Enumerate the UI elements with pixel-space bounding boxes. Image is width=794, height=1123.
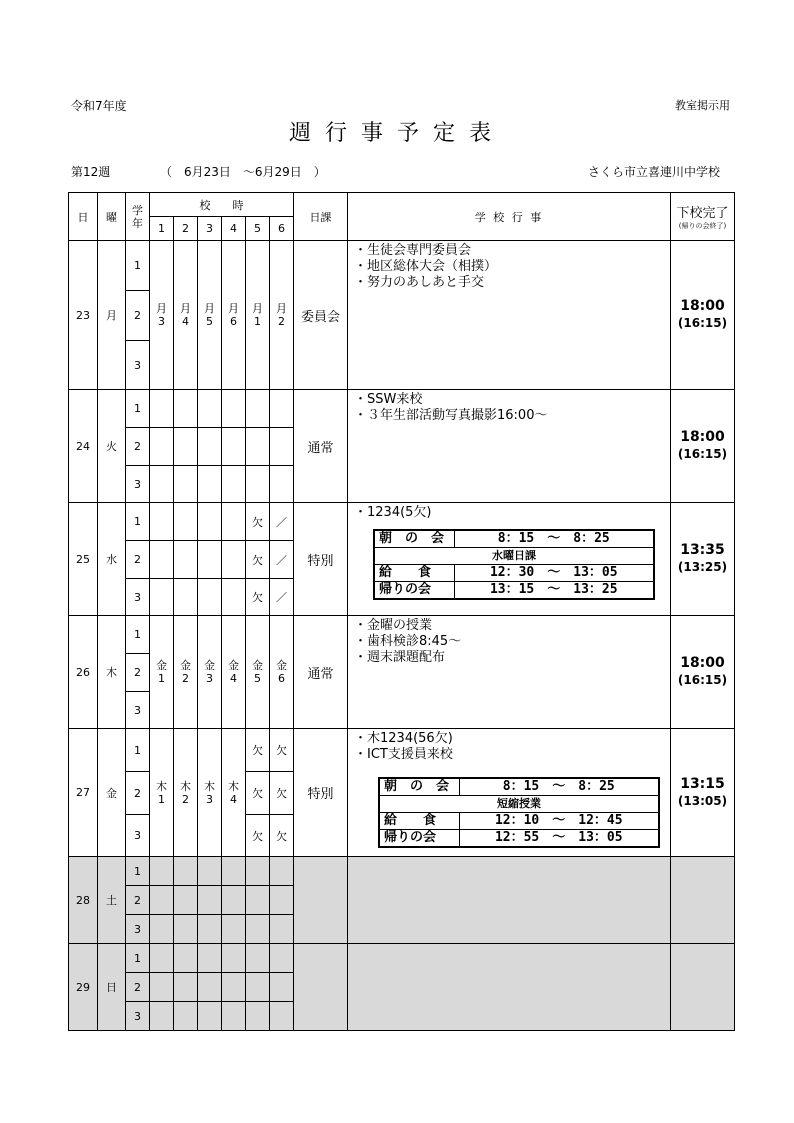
event-item: ・３年生部活動写真撮影16:00～	[354, 408, 548, 423]
schedule-type: 委員会	[294, 241, 348, 390]
event-item: ・週末課題配布	[354, 650, 446, 665]
events-cell	[348, 503, 671, 616]
grade-cell: 2	[126, 654, 150, 692]
period-cell: ／	[270, 503, 294, 541]
grade-cell: 1	[126, 857, 150, 886]
grade-cell: 1	[126, 503, 150, 541]
grade-cell: 3	[126, 466, 150, 503]
time-schedule-box	[373, 529, 655, 600]
fiscal-year: 令和7年度	[71, 99, 127, 113]
period-cell: ／	[270, 579, 294, 616]
grade-cell: 1	[126, 729, 150, 772]
period-cell: 月3	[150, 241, 174, 390]
period-cell: 木3	[198, 729, 222, 857]
week-number: 第12週	[71, 165, 111, 179]
box-time: 13：15 ～ 13：25	[454, 582, 654, 600]
event-item: ・1234(5欠)	[354, 505, 432, 520]
box-label: 給 食	[374, 565, 454, 582]
box-time: 12：30 ～ 13：05	[454, 565, 654, 582]
box-time: 8：15 ～ 8：25	[454, 530, 654, 548]
grade-cell: 3	[126, 815, 150, 857]
grade-cell: 1	[126, 616, 150, 654]
period-cell: 欠	[246, 729, 270, 772]
box-label: 朝 の 会	[374, 530, 454, 548]
day-number: 25	[69, 503, 98, 616]
grade-cell: 1	[126, 944, 150, 973]
grade-cell: 3	[126, 341, 150, 390]
period-cell: 月4	[174, 241, 198, 390]
school-name: さくら市立喜連川中学校	[587, 165, 720, 179]
schedule-type: 通常	[294, 390, 348, 503]
period-header: 6	[270, 217, 294, 241]
box-time: 12：55 ～ 13：05	[459, 830, 659, 848]
weekday: 水	[98, 503, 126, 616]
period-cell: 金6	[270, 616, 294, 729]
weekday: 金	[98, 729, 126, 857]
schedule-type: 特別	[294, 729, 348, 857]
box-time: 8：15 ～ 8：25	[459, 778, 659, 796]
weekly-schedule-table	[68, 192, 735, 1031]
period-cell: 月5	[198, 241, 222, 390]
box-label: 給 食	[379, 813, 459, 830]
event-item: ・地区総体大会（相撲）	[354, 259, 498, 274]
grade-cell: 3	[126, 692, 150, 729]
period-cell: 木4	[222, 729, 246, 857]
header-weekday: 曜	[98, 193, 126, 241]
period-header: 1	[150, 217, 174, 241]
header-events: 学 校 行 事	[348, 193, 671, 241]
header-schedule: 日課	[294, 193, 348, 241]
day-number: 29	[69, 944, 98, 1031]
period-cell: 欠	[246, 541, 270, 579]
box-label: 帰りの会	[379, 830, 459, 848]
grade-cell: 2	[126, 428, 150, 466]
period-cell: 金2	[174, 616, 198, 729]
grade-cell: 2	[126, 541, 150, 579]
header-dismissal: 下校完了 (帰りの会終了)	[671, 193, 735, 241]
period-header: 2	[174, 217, 198, 241]
grade-cell: 3	[126, 579, 150, 616]
dismissal-time: 13:35 (13:25)	[671, 503, 735, 616]
period-cell: 月2	[270, 241, 294, 390]
grade-cell: 2	[126, 973, 150, 1002]
day-number: 24	[69, 390, 98, 503]
events-cell	[348, 616, 671, 729]
period-cell: 金5	[246, 616, 270, 729]
grade-cell: 3	[126, 915, 150, 944]
weekday: 月	[98, 241, 126, 390]
weekday: 土	[98, 857, 126, 944]
events-cell	[348, 241, 671, 390]
period-cell: 欠	[246, 815, 270, 857]
period-cell: 金4	[222, 616, 246, 729]
dismissal-time: 13:15 (13:05)	[671, 729, 735, 857]
events-cell	[348, 390, 671, 503]
day-number: 26	[69, 616, 98, 729]
period-cell: 金3	[198, 616, 222, 729]
event-item: ・努力のあしあと手交	[354, 275, 485, 290]
box-time: 12：10 ～ 12：45	[459, 813, 659, 830]
grade-cell: 2	[126, 772, 150, 815]
event-item: ・ICT支援員来校	[354, 747, 453, 762]
grade-cell: 1	[126, 390, 150, 428]
time-schedule-box	[378, 777, 660, 848]
day-number: 28	[69, 857, 98, 944]
weekday: 木	[98, 616, 126, 729]
period-cell: ／	[270, 541, 294, 579]
period-cell: 欠	[246, 772, 270, 815]
header-grade: 学年	[126, 193, 150, 241]
period-cell: 欠	[246, 503, 270, 541]
grade-cell: 2	[126, 886, 150, 915]
box-schedule-name: 水曜日課	[374, 548, 654, 565]
period-cell: 木1	[150, 729, 174, 857]
dismissal-time: 18:00 (16:15)	[671, 241, 735, 390]
period-header: 4	[222, 217, 246, 241]
dismissal-time: 18:00 (16:15)	[671, 616, 735, 729]
events-cell	[348, 729, 671, 857]
event-item: ・SSW来校	[354, 392, 423, 407]
dismissal-time: 18:00 (16:15)	[671, 390, 735, 503]
event-item: ・金曜の授業	[354, 618, 433, 633]
page-title: 週行事予定表	[288, 121, 505, 146]
day-number: 27	[69, 729, 98, 857]
posting-note: 教室掲示用	[675, 99, 730, 112]
period-header: 3	[198, 217, 222, 241]
period-cell: 金1	[150, 616, 174, 729]
schedule-type: 通常	[294, 616, 348, 729]
period-cell: 欠	[270, 815, 294, 857]
box-schedule-name: 短縮授業	[379, 796, 659, 813]
header-periods: 校 時	[150, 193, 294, 217]
header-day: 日	[69, 193, 98, 241]
period-cell: 欠	[246, 579, 270, 616]
period-cell: 木2	[174, 729, 198, 857]
weekday: 火	[98, 390, 126, 503]
day-number: 23	[69, 241, 98, 390]
grade-cell: 2	[126, 291, 150, 341]
period-cell: 欠	[270, 772, 294, 815]
date-range: （ 6月23日 ～6月29日 ）	[160, 165, 326, 179]
weekday: 日	[98, 944, 126, 1031]
box-label: 朝 の 会	[379, 778, 459, 796]
event-item: ・木1234(56欠)	[354, 731, 453, 746]
grade-cell: 3	[126, 1002, 150, 1031]
schedule-type: 特別	[294, 503, 348, 616]
box-label: 帰りの会	[374, 582, 454, 600]
period-cell: 月6	[222, 241, 246, 390]
grade-cell: 1	[126, 241, 150, 291]
period-cell: 月1	[246, 241, 270, 390]
period-cell: 欠	[270, 729, 294, 772]
period-header: 5	[246, 217, 270, 241]
event-item: ・歯科検診8:45～	[354, 634, 462, 649]
event-item: ・生徒会専門委員会	[354, 243, 472, 258]
